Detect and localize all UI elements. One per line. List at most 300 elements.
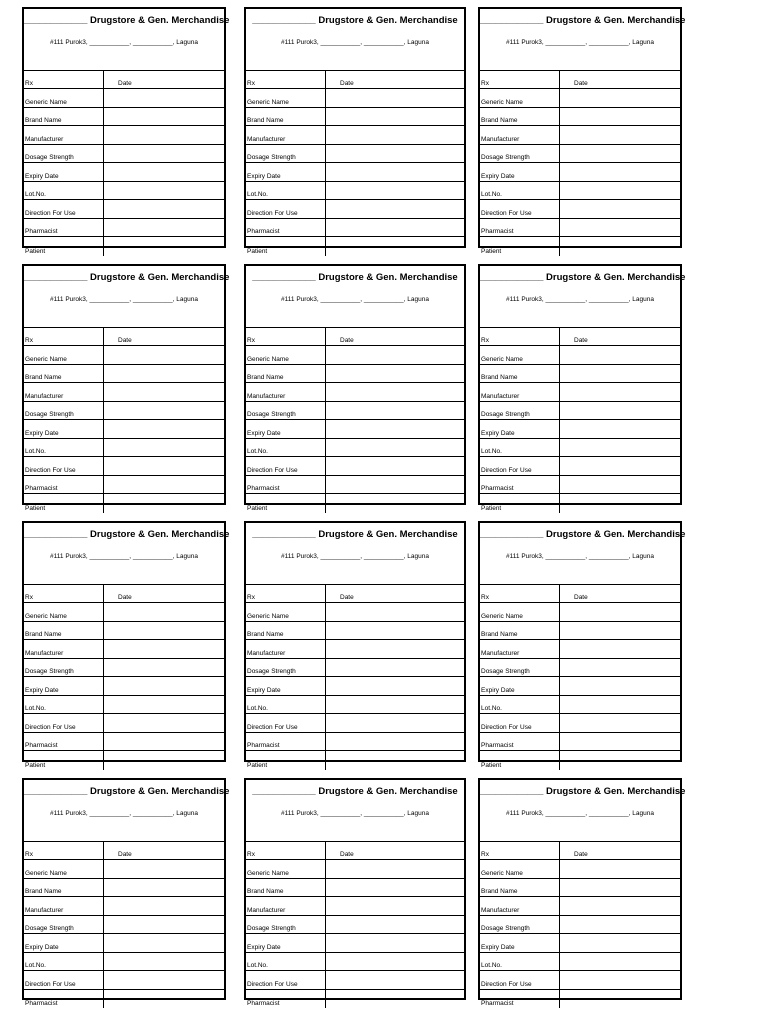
rx-label: Rx (246, 585, 326, 602)
field-label: Manufacturer (480, 897, 560, 915)
rx-label: Rx (480, 842, 560, 859)
field-row (246, 237, 464, 256)
prescription-label (244, 264, 466, 512)
field-value-box[interactable] (326, 733, 464, 751)
field-label: Expiry Date (480, 677, 560, 695)
field-label: Generic Name (480, 603, 560, 621)
rx-row (24, 585, 224, 603)
label-header (246, 266, 464, 328)
field-value-box[interactable] (326, 971, 464, 989)
field-label: Lot.No. (24, 182, 104, 200)
field-value-box[interactable] (104, 383, 224, 401)
field-row (246, 860, 464, 879)
field-value-box[interactable] (560, 89, 680, 107)
field-row (24, 200, 224, 219)
field-value-box[interactable] (560, 659, 680, 677)
field-value-box[interactable] (560, 439, 680, 457)
field-value-box[interactable] (104, 879, 224, 897)
store-title: ____________ Drugstore & Gen. Merchandise (24, 529, 230, 540)
field-row (24, 237, 224, 256)
field-row (480, 89, 680, 108)
field-rows (24, 860, 224, 1008)
field-row (246, 219, 464, 238)
field-label: Expiry Date (24, 934, 104, 952)
field-row (480, 751, 680, 770)
field-value-box[interactable] (560, 420, 680, 438)
field-row (480, 365, 680, 384)
field-value-box[interactable] (326, 934, 464, 952)
field-row (480, 640, 680, 659)
field-label: Lot.No. (24, 439, 104, 457)
field-row (246, 108, 464, 127)
field-value-box[interactable] (104, 439, 224, 457)
store-title: ____________ Drugstore & Gen. Merchandise (252, 786, 458, 797)
field-value-box[interactable] (326, 677, 464, 695)
field-row (24, 733, 224, 752)
field-label: Manufacturer (24, 126, 104, 144)
field-value-box[interactable] (560, 696, 680, 714)
field-row (480, 108, 680, 127)
field-value-box[interactable] (560, 714, 680, 732)
field-row (24, 383, 224, 402)
field-label: Expiry Date (246, 934, 326, 952)
field-value-box[interactable] (560, 953, 680, 971)
rx-label: Rx (24, 842, 104, 859)
field-row (24, 934, 224, 953)
date-label: Date (340, 337, 354, 344)
field-value-box[interactable] (326, 420, 464, 438)
label-header (24, 266, 230, 328)
field-value-box[interactable] (560, 640, 680, 658)
field-value-box[interactable] (560, 145, 680, 163)
field-label: Generic Name (246, 860, 326, 878)
field-row (24, 494, 224, 513)
field-value-box[interactable] (326, 640, 464, 658)
field-value-box[interactable] (104, 200, 224, 218)
field-label: Dosage Strength (480, 659, 560, 677)
field-label: Dosage Strength (24, 402, 104, 420)
field-row (24, 365, 224, 384)
field-value-box[interactable] (560, 879, 680, 897)
field-row (246, 622, 464, 641)
rx-label: Rx (246, 842, 326, 859)
field-value-box[interactable] (104, 89, 224, 107)
store-address: #111 Purok3, ___________, ___________, Laguna (506, 553, 654, 560)
field-row (480, 383, 680, 402)
field-value-box[interactable] (560, 603, 680, 621)
field-label: Direction For Use (246, 457, 326, 475)
field-row (24, 89, 224, 108)
field-row (246, 971, 464, 990)
field-value-box[interactable] (560, 476, 680, 494)
field-value-box[interactable] (326, 714, 464, 732)
field-row (24, 990, 224, 1009)
label-header (480, 523, 686, 585)
field-label: Direction For Use (24, 200, 104, 218)
field-value-box[interactable] (560, 237, 680, 256)
field-value-box[interactable] (326, 659, 464, 677)
field-value-box[interactable] (560, 677, 680, 695)
field-row (480, 677, 680, 696)
field-value-box[interactable] (326, 622, 464, 640)
field-label: Expiry Date (24, 677, 104, 695)
field-value-box[interactable] (326, 200, 464, 218)
field-value-box[interactable] (104, 990, 224, 1009)
field-value-box[interactable] (104, 145, 224, 163)
field-value-box[interactable] (326, 879, 464, 897)
field-row (246, 990, 464, 1009)
field-label: Manufacturer (246, 897, 326, 915)
store-title: ____________ Drugstore & Gen. Merchandise (252, 15, 458, 26)
field-value-box[interactable] (560, 346, 680, 364)
field-label: Manufacturer (24, 383, 104, 401)
field-value-box[interactable] (560, 934, 680, 952)
field-row (246, 457, 464, 476)
field-label: Pharmacist (246, 733, 326, 751)
field-value-box[interactable] (560, 971, 680, 989)
field-value-box[interactable] (104, 182, 224, 200)
field-row (480, 219, 680, 238)
field-value-box[interactable] (326, 126, 464, 144)
field-label: Dosage Strength (480, 145, 560, 163)
field-value-box[interactable] (560, 126, 680, 144)
field-label: Manufacturer (480, 126, 560, 144)
rx-label: Rx (24, 328, 104, 345)
field-row (246, 714, 464, 733)
field-row (24, 714, 224, 733)
field-label: Dosage Strength (246, 916, 326, 934)
field-value-box[interactable] (326, 108, 464, 126)
field-row (24, 457, 224, 476)
field-row (246, 476, 464, 495)
field-row (24, 219, 224, 238)
field-row (246, 751, 464, 770)
label-header (24, 523, 230, 585)
field-label: Patient (480, 237, 560, 256)
field-label: Direction For Use (24, 714, 104, 732)
field-value-box[interactable] (560, 182, 680, 200)
field-value-box[interactable] (560, 163, 680, 181)
field-row (24, 476, 224, 495)
field-label: Expiry Date (246, 420, 326, 438)
field-rows (480, 860, 680, 1008)
field-value-box[interactable] (104, 163, 224, 181)
store-address: #111 Purok3, ___________, ___________, Laguna (506, 39, 654, 46)
field-rows (246, 346, 464, 513)
field-label: Generic Name (24, 346, 104, 364)
store-title: ____________ Drugstore & Gen. Merchandise (252, 529, 458, 540)
field-value-box[interactable] (560, 751, 680, 770)
prescription-label (478, 778, 686, 1007)
store-address: #111 Purok3, ___________, ___________, Laguna (281, 553, 429, 560)
field-label: Expiry Date (24, 420, 104, 438)
field-value-box[interactable] (104, 476, 224, 494)
label-header (480, 780, 686, 842)
field-label: Patient (480, 494, 560, 513)
field-label: Manufacturer (24, 640, 104, 658)
date-label: Date (574, 594, 588, 601)
field-rows (24, 603, 224, 770)
rx-row (480, 842, 680, 860)
field-row (480, 990, 680, 1009)
field-value-box[interactable] (104, 126, 224, 144)
field-value-box[interactable] (560, 402, 680, 420)
date-label: Date (340, 80, 354, 87)
field-label: Dosage Strength (24, 145, 104, 163)
field-label: Patient (246, 751, 326, 770)
field-value-box[interactable] (104, 402, 224, 420)
field-value-box[interactable] (104, 677, 224, 695)
field-value-box[interactable] (560, 108, 680, 126)
field-value-box[interactable] (104, 916, 224, 934)
field-label: Patient (24, 751, 104, 770)
field-value-box[interactable] (560, 916, 680, 934)
store-address: #111 Purok3, ___________, ___________, Laguna (281, 39, 429, 46)
field-label: Manufacturer (480, 640, 560, 658)
field-row (480, 237, 680, 256)
prescription-label (244, 521, 466, 769)
field-label: Direction For Use (246, 971, 326, 989)
field-rows (24, 346, 224, 513)
field-value-box[interactable] (326, 365, 464, 383)
field-row (480, 934, 680, 953)
store-address: #111 Purok3, ___________, ___________, Laguna (506, 810, 654, 817)
field-label: Brand Name (246, 879, 326, 897)
field-row (480, 402, 680, 421)
field-label: Expiry Date (246, 677, 326, 695)
field-value-box[interactable] (560, 733, 680, 751)
field-label: Patient (24, 237, 104, 256)
field-value-box[interactable] (104, 494, 224, 513)
field-label: Patient (246, 237, 326, 256)
rx-label: Rx (24, 585, 104, 602)
label-header (24, 9, 230, 71)
field-value-box[interactable] (104, 108, 224, 126)
rx-label: Rx (246, 328, 326, 345)
field-row (24, 897, 224, 916)
field-value-box[interactable] (326, 219, 464, 237)
field-label: Lot.No. (246, 696, 326, 714)
field-label: Dosage Strength (246, 402, 326, 420)
field-label: Manufacturer (24, 897, 104, 915)
field-label: Manufacturer (246, 640, 326, 658)
field-row (24, 953, 224, 972)
field-value-box[interactable] (104, 714, 224, 732)
field-value-box[interactable] (104, 420, 224, 438)
field-row (480, 476, 680, 495)
date-label: Date (574, 80, 588, 87)
field-value-box[interactable] (104, 219, 224, 237)
field-value-box[interactable] (326, 953, 464, 971)
field-row (246, 897, 464, 916)
field-label: Pharmacist (480, 219, 560, 237)
field-label: Generic Name (246, 603, 326, 621)
field-value-box[interactable] (326, 603, 464, 621)
field-row (246, 733, 464, 752)
store-title: ____________ Drugstore & Gen. Merchandise (252, 272, 458, 283)
field-row (480, 346, 680, 365)
field-value-box[interactable] (104, 934, 224, 952)
label-header (480, 266, 686, 328)
field-row (480, 696, 680, 715)
store-title: ____________ Drugstore & Gen. Merchandise (480, 272, 686, 283)
field-value-box[interactable] (104, 346, 224, 364)
field-value-box[interactable] (104, 237, 224, 256)
field-label: Dosage Strength (246, 145, 326, 163)
field-row (480, 439, 680, 458)
field-value-box[interactable] (104, 733, 224, 751)
store-address: #111 Purok3, ___________, ___________, Laguna (281, 810, 429, 817)
field-value-box[interactable] (104, 365, 224, 383)
field-label: Patient (24, 494, 104, 513)
field-label: Manufacturer (246, 126, 326, 144)
field-value-box[interactable] (104, 622, 224, 640)
field-value-box[interactable] (326, 237, 464, 256)
field-value-box[interactable] (326, 457, 464, 475)
field-row (246, 677, 464, 696)
field-value-box[interactable] (326, 402, 464, 420)
store-address: #111 Purok3, ___________, ___________, Laguna (281, 296, 429, 303)
field-value-box[interactable] (326, 163, 464, 181)
field-value-box[interactable] (104, 953, 224, 971)
field-label: Direction For Use (24, 457, 104, 475)
field-row (246, 916, 464, 935)
field-row (480, 145, 680, 164)
field-row (246, 640, 464, 659)
field-label: Pharmacist (24, 476, 104, 494)
field-label: Direction For Use (246, 200, 326, 218)
field-rows (246, 860, 464, 1008)
field-value-box[interactable] (560, 990, 680, 1009)
field-row (24, 420, 224, 439)
field-value-box[interactable] (326, 439, 464, 457)
field-row (480, 622, 680, 641)
field-label: Generic Name (24, 89, 104, 107)
field-label: Generic Name (246, 346, 326, 364)
field-value-box[interactable] (104, 897, 224, 915)
field-value-box[interactable] (326, 696, 464, 714)
field-value-box[interactable] (326, 383, 464, 401)
field-row (24, 879, 224, 898)
field-value-box[interactable] (326, 182, 464, 200)
field-row (24, 971, 224, 990)
store-title: ____________ Drugstore & Gen. Merchandise (24, 272, 230, 283)
field-label: Pharmacist (246, 990, 326, 1009)
field-row (246, 420, 464, 439)
field-value-box[interactable] (560, 494, 680, 513)
field-row (480, 603, 680, 622)
field-value-box[interactable] (560, 219, 680, 237)
field-row (480, 916, 680, 935)
field-label: Manufacturer (480, 383, 560, 401)
field-value-box[interactable] (560, 200, 680, 218)
prescription-label (478, 7, 686, 255)
field-value-box[interactable] (326, 860, 464, 878)
field-label: Brand Name (246, 622, 326, 640)
field-value-box[interactable] (560, 457, 680, 475)
prescription-label (22, 264, 230, 512)
field-value-box[interactable] (326, 990, 464, 1009)
field-value-box[interactable] (104, 640, 224, 658)
rx-row (246, 71, 464, 89)
rx-row (24, 842, 224, 860)
field-row (480, 200, 680, 219)
store-address: #111 Purok3, ___________, ___________, Laguna (50, 39, 198, 46)
field-value-box[interactable] (326, 89, 464, 107)
field-value-box[interactable] (560, 365, 680, 383)
field-value-box[interactable] (326, 145, 464, 163)
field-rows (480, 603, 680, 770)
field-row (246, 494, 464, 513)
field-value-box[interactable] (326, 476, 464, 494)
field-value-box[interactable] (326, 494, 464, 513)
field-label: Dosage Strength (246, 659, 326, 677)
label-header (480, 9, 686, 71)
field-row (24, 163, 224, 182)
field-row (24, 622, 224, 641)
field-label: Dosage Strength (480, 402, 560, 420)
field-value-box[interactable] (326, 916, 464, 934)
field-label: Dosage Strength (24, 916, 104, 934)
field-row (24, 402, 224, 421)
field-value-box[interactable] (104, 659, 224, 677)
field-label: Generic Name (480, 860, 560, 878)
field-label: Brand Name (480, 108, 560, 126)
field-value-box[interactable] (326, 897, 464, 915)
date-label: Date (118, 337, 132, 344)
field-label: Pharmacist (480, 990, 560, 1009)
field-value-box[interactable] (104, 751, 224, 770)
field-value-box[interactable] (104, 457, 224, 475)
field-row (480, 182, 680, 201)
field-value-box[interactable] (104, 696, 224, 714)
field-label: Pharmacist (480, 733, 560, 751)
field-label: Patient (480, 751, 560, 770)
field-value-box[interactable] (326, 346, 464, 364)
field-label: Brand Name (480, 365, 560, 383)
field-value-box[interactable] (326, 751, 464, 770)
field-label: Generic Name (246, 89, 326, 107)
field-label: Expiry Date (480, 163, 560, 181)
field-row (246, 182, 464, 201)
field-row (24, 640, 224, 659)
field-label: Manufacturer (246, 383, 326, 401)
field-label: Pharmacist (24, 990, 104, 1009)
field-value-box[interactable] (560, 860, 680, 878)
field-label: Pharmacist (24, 219, 104, 237)
field-value-box[interactable] (560, 622, 680, 640)
field-row (246, 402, 464, 421)
field-row (480, 971, 680, 990)
field-value-box[interactable] (560, 897, 680, 915)
field-label: Generic Name (24, 860, 104, 878)
rx-label: Rx (480, 71, 560, 88)
field-row (480, 659, 680, 678)
field-value-box[interactable] (104, 860, 224, 878)
field-value-box[interactable] (104, 603, 224, 621)
date-label: Date (118, 851, 132, 858)
store-address: #111 Purok3, ___________, ___________, Laguna (50, 296, 198, 303)
field-row (24, 182, 224, 201)
rx-row (246, 585, 464, 603)
field-row (24, 145, 224, 164)
field-value-box[interactable] (104, 971, 224, 989)
date-label: Date (340, 594, 354, 601)
field-label: Lot.No. (480, 182, 560, 200)
field-value-box[interactable] (560, 383, 680, 401)
field-label: Dosage Strength (24, 659, 104, 677)
field-row (480, 163, 680, 182)
